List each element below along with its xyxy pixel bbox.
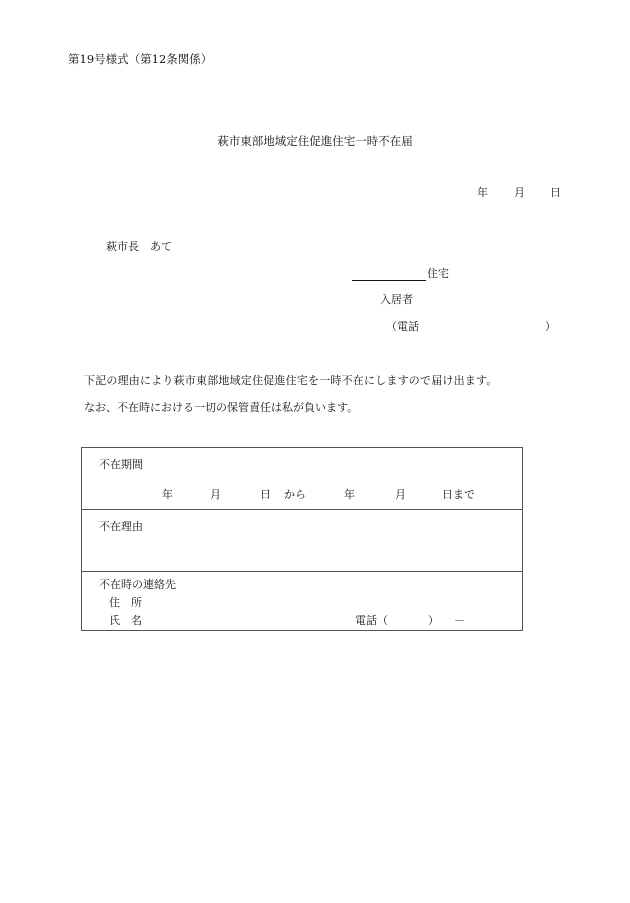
body-line-2: なお、不在時における一切の保管責任は私が負います。 <box>84 401 359 414</box>
date-line <box>477 186 561 200</box>
form-number: 第19号様式（第12条関係） <box>68 52 213 66</box>
contact-address-label: 住 所 <box>109 596 142 609</box>
period-row <box>82 448 522 510</box>
contact-phone-dash: － <box>454 614 465 627</box>
contact-row <box>82 572 522 630</box>
period-from-year: 年 <box>162 488 173 501</box>
period-to-year: 年 <box>344 488 355 501</box>
period-to-month: 月 <box>395 488 406 501</box>
residence-suffix: 住宅 <box>427 267 449 280</box>
date-day: 日 <box>550 186 561 199</box>
contact-label: 不在時の連絡先 <box>99 578 176 591</box>
period-to-day-until: 日まで <box>442 488 475 501</box>
contact-phone-close: ） <box>428 614 439 627</box>
body-line-1: 下記の理由により萩市東部地域定住促進住宅を一時不在にしますので届け出ます。 <box>84 374 498 387</box>
phone-close: ） <box>545 320 556 333</box>
reason-row <box>82 509 522 572</box>
absence-table <box>81 447 523 631</box>
resident-label: 入居者 <box>380 293 413 306</box>
addressee: 萩市長 あて <box>106 240 172 253</box>
period-from-month: 月 <box>210 488 221 501</box>
contact-name-label: 氏 名 <box>109 614 142 627</box>
document-title: 萩市東部地域定住促進住宅一時不在届 <box>217 134 413 148</box>
period-from-word: から <box>284 488 306 501</box>
date-month: 月 <box>514 186 525 199</box>
residence-field <box>352 267 449 281</box>
period-label: 不在期間 <box>99 458 143 471</box>
reason-label: 不在理由 <box>99 520 143 533</box>
residence-blank <box>352 268 426 281</box>
contact-phone-label: 電話（ <box>355 614 388 627</box>
period-from-day: 日 <box>260 488 271 501</box>
date-year: 年 <box>477 186 488 199</box>
phone-open: （電話 <box>386 320 419 333</box>
phone-field <box>386 320 556 334</box>
